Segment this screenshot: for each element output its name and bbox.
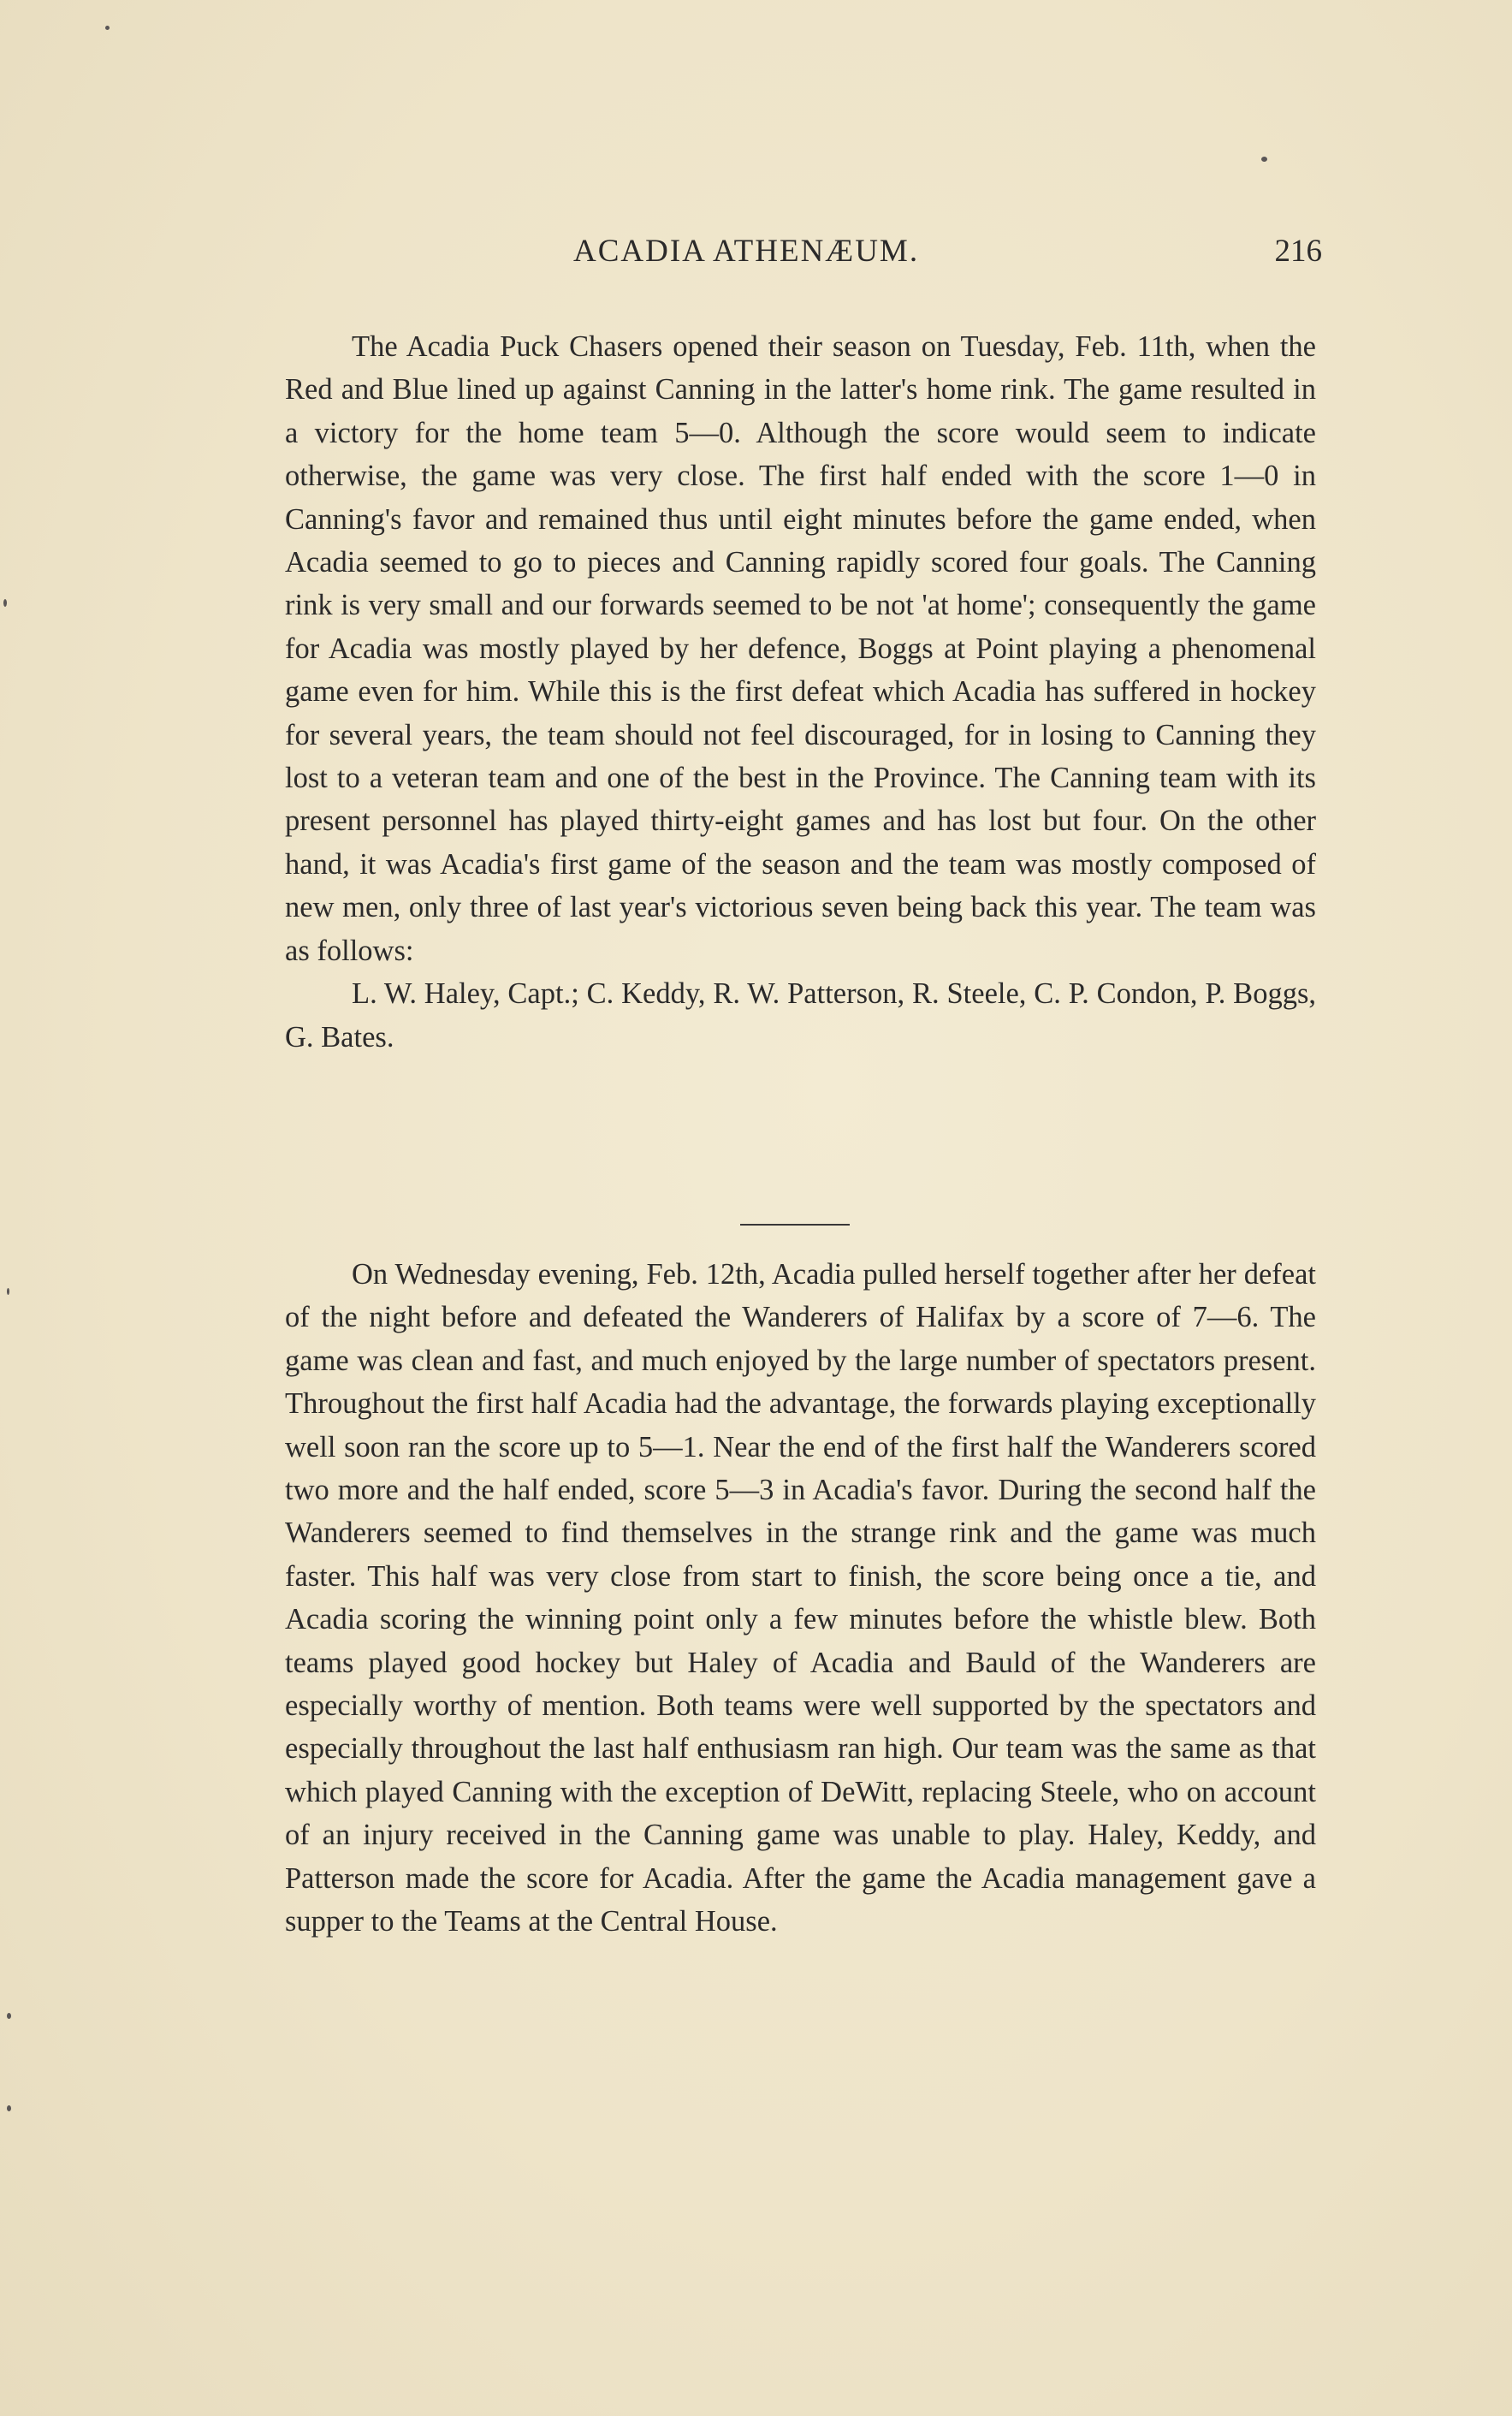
article-paragraph: On Wednesday evening, Feb. 12th, Acadia pulled herself together after her defeat of the night before and defeated the Wanderers of Halifax by a score of 7—6. The game was clean and fast, and much enjoyed by the large number of spectators present. Throughout the first half Acadia had the advantage, the forwards playing exceptionally well soon ran the score up to 5—1. Near the end of the first half the Wanderers scored two more and the half ended, score 5—3 in Acadia's favor. During the second half the Wanderers seemed to find themselves in the strange rink and the game was much faster. This half was very close from start to finish, the score being once a tie, and Acadia scoring the winning point only a few minutes before the whistle blew. Both teams played good hockey but Haley of Acadia and Bauld of the Wanderers are especially worthy of mention. Both teams were well supported by the spectators and especially throughout the last half enthusiasm ran high. Our team was the same as that which played Canning with the exception of DeWitt, replacing Steele, who on account of an injury received in the Canning game was unable to play. Haley, Keddy, and Patterson made the score for Acadia. After the game the Acadia management gave a supper to the Teams at the Central House. [285,1258,1316,1938]
scan-speck [7,1288,9,1295]
section-divider [740,1224,850,1226]
scan-speck [105,26,110,30]
article-acadia-vs-wanderers [285,1253,1316,1944]
page-number: 216 [1274,234,1322,269]
scan-speck [3,599,7,607]
scan-speck [7,2013,11,2019]
scan-speck [7,2105,11,2111]
scan-speck [1261,157,1267,162]
page-header [282,233,1322,276]
article-paragraph: The Acadia Puck Chasers opened their season on Tuesday, Feb. 11th, when the Red and Blue lined up against Canning in the latter's home rink. The game resulted in a victory for the home team 5—0. Although the score would seem to indicate otherwise, the game was very close. The first half ended with the score 1—0 in Canning's favor and remained thus until eight minutes before the game ended, when Acadia seemed to go to pieces and Canning rapidly scored four goals. The Canning rink is very small and our forwards seemed to be not 'at home'; consequently the game for Acadia was mostly played by her defence, Boggs at Point playing a phenomenal game even for him. While this is the first defeat which Acadia has suffered in hockey for several years, the team should not feel discouraged, for in losing to Canning they lost to a veteran team and one of the best in the Province. The Canning team with its present personnel has played thirty-eight games and has lost but four. On the other hand, it was Acadia's first game of the season and the team was mostly composed of new men, only three of last year's victorious seven being back this year. The team was as follows: [285,330,1316,967]
article-puck-chasers-vs-canning [285,325,1316,1059]
running-title: ACADIA ATHENÆUM. [573,234,920,269]
team-roster: L. W. Haley, Capt.; C. Keddy, R. W. Patterson, R. Steele, C. P. Condon, P. Boggs, G. Bates. [285,977,1316,1054]
